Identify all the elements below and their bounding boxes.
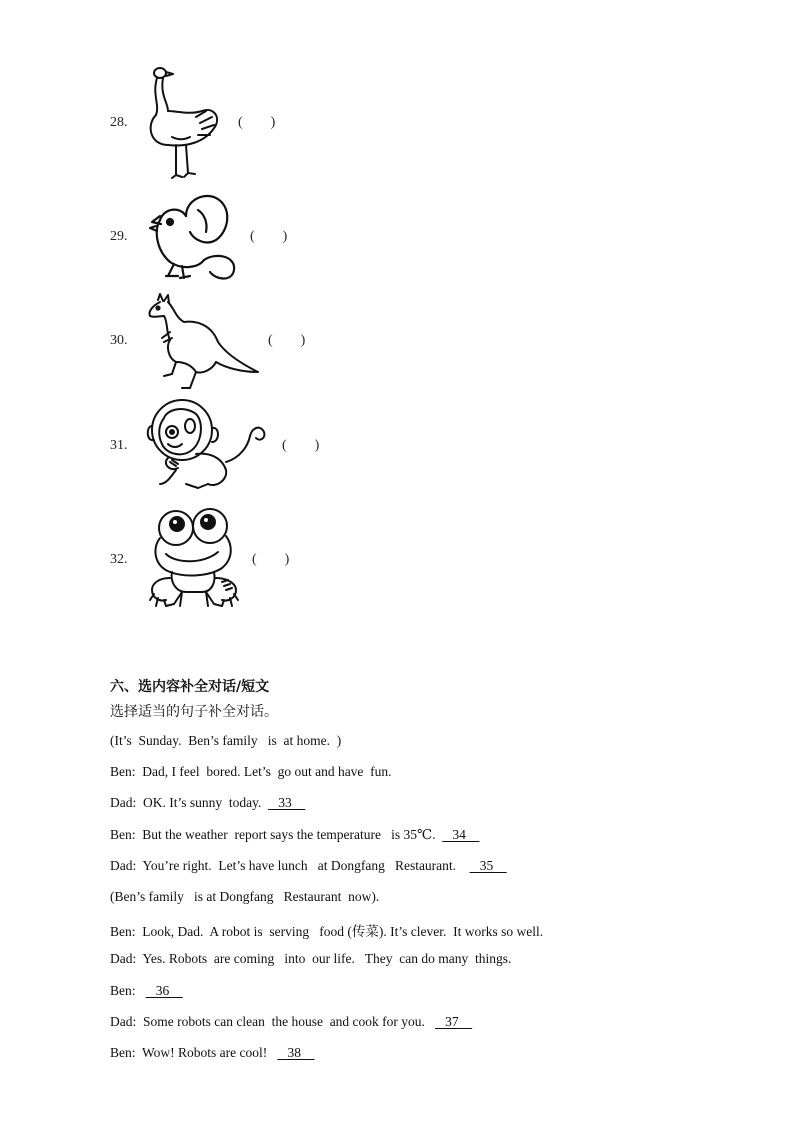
dialogue-line: Dad: Some robots can clean the house and cook for you. 37: [110, 1014, 473, 1029]
blank-34[interactable]: 34: [442, 827, 480, 842]
blank-33[interactable]: 33: [268, 795, 306, 810]
blank-38[interactable]: 38: [277, 1045, 315, 1060]
blank-35[interactable]: 35: [469, 858, 507, 873]
question-number: 28.: [110, 115, 128, 130]
question-number: 31.: [110, 438, 128, 453]
answer-parentheses[interactable]: ( ): [250, 229, 288, 244]
blank-36[interactable]: 36: [145, 983, 183, 998]
dialogue-line: Ben: But the weather report says the temperature is 35℃. 34: [110, 827, 480, 842]
answer-parentheses[interactable]: ( ): [268, 333, 306, 348]
question-number: 30.: [110, 333, 128, 348]
dialogue-line: Ben: Look, Dad. A robot is serving food (传菜). It’s clever. It works so well.: [110, 924, 544, 939]
dialogue-line: Dad: OK. It’s sunny today. 33: [110, 795, 306, 810]
question-32: [110, 505, 510, 625]
question-31: [110, 392, 510, 512]
section-title: 六、选内容补全对话/短文: [110, 679, 270, 695]
question-number: 29.: [110, 229, 128, 244]
dialogue-line: (Ben’s family is at Dongfang Restaurant now).: [110, 889, 380, 904]
answer-parentheses[interactable]: ( ): [282, 438, 320, 453]
dialogue-line: Ben: Wow! Robots are cool! 38: [110, 1045, 315, 1060]
frog-icon: [146, 508, 246, 618]
question-number: 32.: [110, 552, 128, 567]
monkey-icon: [146, 392, 271, 495]
blank-37[interactable]: 37: [435, 1014, 473, 1029]
dialogue-line: Dad: You’re right. Let’s have lunch at Dongfang Restaurant. 35: [110, 858, 507, 873]
dialogue-line: Ben: Dad, I feel bored. Let’s go out and have fun.: [110, 764, 392, 779]
section-instruction: 选择适当的句子补全对话。: [110, 704, 278, 720]
dialogue-line: Dad: Yes. Robots are coming into our life. They can do many things.: [110, 951, 512, 966]
answer-parentheses[interactable]: ( ): [238, 115, 276, 130]
answer-parentheses[interactable]: ( ): [252, 552, 290, 567]
dialogue-line: Ben: 36: [110, 983, 183, 998]
kangaroo-icon: [146, 292, 261, 390]
ostrich-icon: [146, 65, 226, 180]
dialogue-line: (It’s Sunday. Ben’s family is at home. ): [110, 733, 342, 748]
bird-icon: [146, 190, 246, 285]
question-28: [110, 60, 510, 180]
